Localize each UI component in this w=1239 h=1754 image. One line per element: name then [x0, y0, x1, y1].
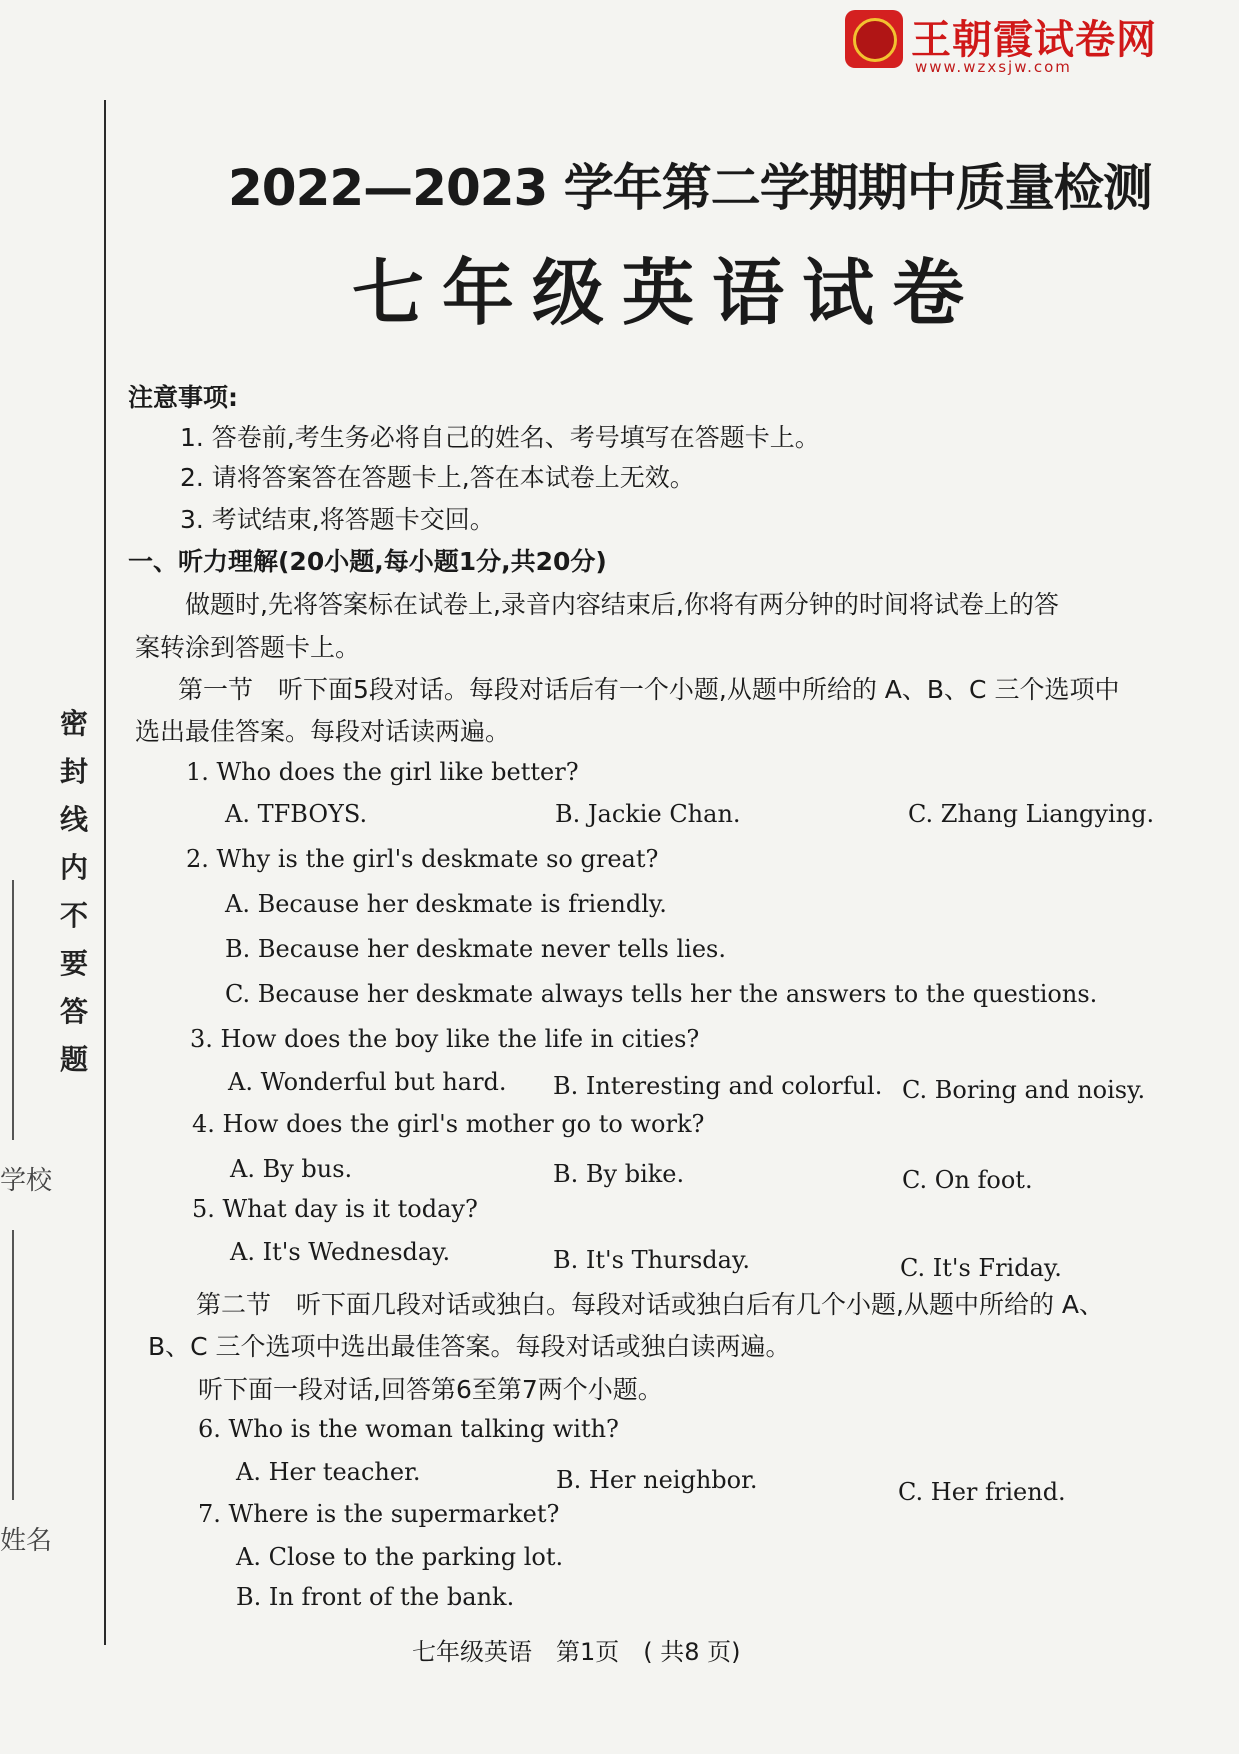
note-item: 3. 考试结束,将答题卡交回。 [180, 505, 495, 534]
exam-subject-title: 七年级英语试卷 [352, 251, 983, 335]
option-c: C. On foot. [902, 1166, 1033, 1194]
option-c: C. Her friend. [898, 1478, 1066, 1506]
edge-fill-line [12, 880, 14, 1140]
part1-instructions: 第一节 听下面5段对话。每段对话后有一个小题,从题中所给的 A、B、C 三个选项中 [178, 675, 1120, 704]
watermark-brand: 王朝霞试卷网 [911, 17, 1157, 63]
option-b: B. Jackie Chan. [555, 800, 741, 828]
edge-label-school: 学校 [0, 1166, 53, 1196]
binding-char: 密 [59, 707, 88, 740]
page-footer: 七年级英语 第1页 ( 共8 页) [412, 1638, 741, 1666]
binding-vertical-text [54, 700, 94, 1084]
option-a: A. By bus. [230, 1155, 353, 1183]
binding-line [104, 100, 106, 1645]
edge-label-name: 姓名 [0, 1526, 53, 1556]
binding-char: 答 [59, 995, 88, 1028]
option-b: B. It's Thursday. [553, 1246, 750, 1274]
option-a: A. TFBOYS. [225, 800, 368, 828]
note-item: 2. 请将答案答在答题卡上,答在本试卷上无效。 [180, 463, 695, 492]
section-intro: 做题时,先将答案标在试卷上,录音内容结束后,你将有两分钟的时间将试卷上的答 [185, 590, 1059, 619]
option-b: B. Interesting and colorful. [553, 1072, 883, 1100]
option-c: C. Because her deskmate always tells her the answers to the questions. [225, 980, 1098, 1008]
option-c: C. It's Friday. [900, 1254, 1062, 1282]
binding-char: 题 [59, 1043, 88, 1076]
exam-title: 2022—2023 学年第二学期期中质量检测 [228, 159, 1152, 217]
option-a: A. Close to the parking lot. [236, 1543, 564, 1571]
binding-char: 要 [59, 947, 88, 980]
option-b: B. Her neighbor. [556, 1466, 758, 1494]
binding-char: 线 [59, 803, 88, 836]
binding-char: 内 [59, 851, 88, 884]
question: 5. What day is it today? [192, 1195, 478, 1223]
question: 6. Who is the woman talking with? [198, 1415, 619, 1443]
option-c: C. Boring and noisy. [902, 1076, 1146, 1104]
option-a: A. Her teacher. [236, 1458, 421, 1486]
section-heading: 一、听力理解(20小题,每小题1分,共20分) [128, 547, 607, 576]
option-b: B. By bike. [553, 1160, 685, 1188]
edge-fill-line [12, 1230, 14, 1500]
note-item: 1. 答卷前,考生务必将自己的姓名、考号填写在答题卡上。 [180, 423, 820, 452]
binding-char: 不 [59, 899, 88, 932]
section-intro: 案转涂到答题卡上。 [135, 633, 361, 662]
part2-subinstruction: 听下面一段对话,回答第6至第7两个小题。 [198, 1375, 663, 1404]
question: 3. How does the boy like the life in cities? [190, 1025, 700, 1053]
question: 4. How does the girl's mother go to work? [192, 1110, 705, 1138]
part2-instructions: B、C 三个选项中选出最佳答案。每段对话或独白读两遍。 [148, 1332, 791, 1361]
question: 7. Where is the supermarket? [198, 1500, 560, 1528]
question: 2. Why is the girl's deskmate so great? [186, 845, 659, 873]
option-b: B. Because her deskmate never tells lies. [225, 935, 726, 963]
option-a: A. Because her deskmate is friendly. [225, 890, 667, 918]
option-a: A. It's Wednesday. [230, 1238, 451, 1266]
binding-char: 封 [59, 755, 88, 788]
option-a: A. Wonderful but hard. [228, 1068, 507, 1096]
part1-instructions: 选出最佳答案。每段对话读两遍。 [135, 717, 511, 746]
option-c: C. Zhang Liangying. [908, 800, 1155, 828]
part2-instructions: 第二节 听下面几段对话或独白。每段对话或独白后有几个小题,从题中所给的 A、 [196, 1290, 1104, 1319]
option-b: B. In front of the bank. [236, 1583, 515, 1611]
watermark-logo [845, 8, 1225, 80]
notes-heading: 注意事项: [128, 383, 238, 412]
watermark-url: www.wzxsjw.com [915, 58, 1072, 76]
question: 1. Who does the girl like better? [186, 758, 579, 786]
seal-icon [845, 10, 903, 68]
